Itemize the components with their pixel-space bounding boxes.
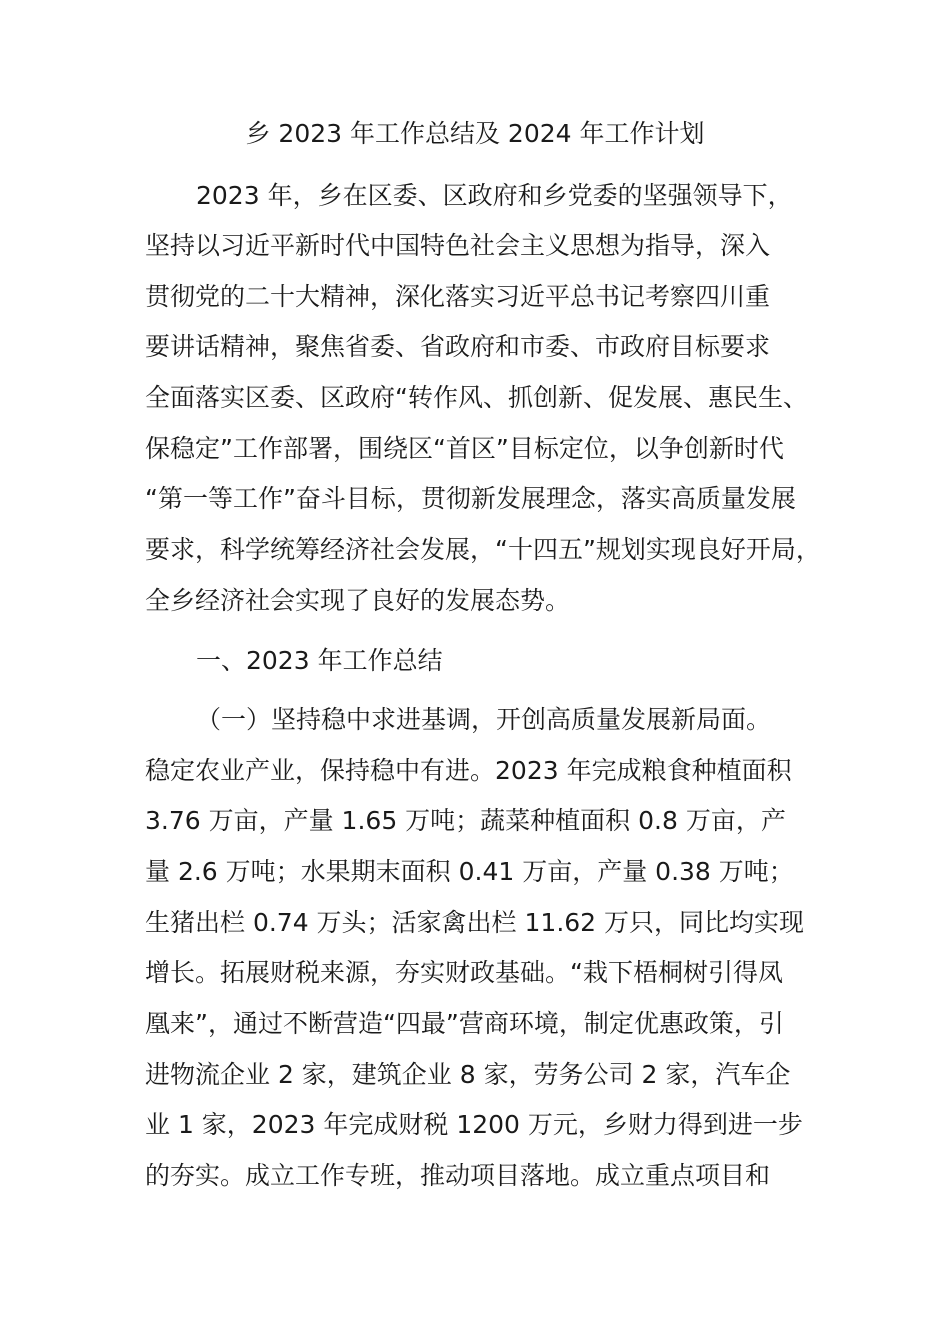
section-heading: 一、2023 年工作总结	[196, 646, 443, 675]
paragraph-line: 保稳定”工作部署，围绕区“首区”目标定位，以争创新时代	[145, 434, 784, 463]
paragraph-line: 增长。拓展财税来源，夯实财政基础。“栽下梧桐树引得凤	[145, 958, 783, 987]
paragraph-line: 稳定农业产业，保持稳中有进。2023 年完成粮食种植面积	[145, 756, 792, 785]
paragraph-line: 要讲话精神，聚焦省委、省政府和市委、市政府目标要求	[145, 332, 771, 361]
paragraph-line: 生猪出栏 0.74 万头；活家禽出栏 11.62 万只，同比均实现	[145, 908, 805, 937]
subsection-heading: （一）坚持稳中求进基调，开创高质量发展新局面。	[196, 705, 772, 734]
paragraph-line: 3.76 万亩，产量 1.65 万吨；蔬菜种植面积 0.8 万亩，产	[145, 806, 786, 835]
paragraph-line: 凰来”，通过不断营造“四最”营商环境，制定优惠政策，引	[145, 1009, 784, 1038]
paragraph-line: 全面落实区委、区政府“转作风、抓创新、促发展、惠民生、	[145, 383, 808, 412]
document-title: 乡 2023 年工作总结及 2024 年工作计划	[245, 119, 705, 148]
paragraph-line: 要求，科学统筹经济社会发展，“十四五”规划实现良好开局，	[145, 535, 821, 564]
paragraph-line: 业 1 家，2023 年完成财税 1200 万元，乡财力得到进一步	[145, 1110, 803, 1139]
paragraph-line: 贯彻党的二十大精神，深化落实习近平总书记考察四川重	[145, 282, 771, 311]
paragraph-line: 全乡经济社会实现了良好的发展态势。	[145, 586, 571, 615]
paragraph-line: 进物流企业 2 家，建筑企业 8 家，劳务公司 2 家，汽车企	[145, 1060, 791, 1089]
paragraph-line: 的夯实。成立工作专班，推动项目落地。成立重点项目和	[145, 1161, 771, 1190]
paragraph-line: “第一等工作”奋斗目标，贯彻新发展理念，落实高质量发展	[145, 484, 796, 513]
paragraph-line: 坚持以习近平新时代中国特色社会主义思想为指导，深入	[145, 231, 771, 260]
paragraph-line: 量 2.6 万吨；水果期末面积 0.41 万亩，产量 0.38 万吨；	[145, 857, 794, 886]
paragraph-line: 2023 年，乡在区委、区政府和乡党委的坚强领导下，	[196, 181, 793, 210]
